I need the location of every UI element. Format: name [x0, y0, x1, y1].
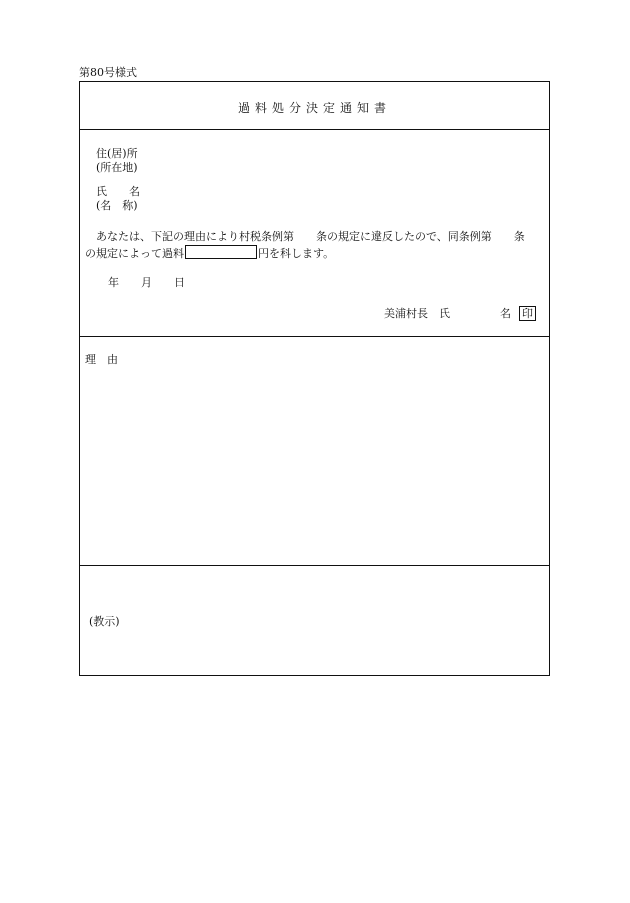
instruction-section — [80, 566, 549, 675]
reason-label: 理 由 — [85, 353, 118, 366]
body-text-line2 — [85, 245, 334, 261]
issuer-title: 美浦村長 氏 — [384, 307, 450, 320]
address-sublabel: (所在地) — [96, 161, 138, 174]
title-section — [80, 82, 549, 130]
body-text-line2-suffix: を科します。 — [269, 247, 335, 260]
document-title: 過料処分決定通知書 — [237, 101, 391, 115]
address-label: 住(居)所 — [96, 147, 138, 160]
fine-amount-box — [185, 245, 257, 259]
recipient-section — [80, 130, 549, 337]
seal-icon: 印 — [519, 306, 536, 321]
seal-mark — [519, 306, 536, 321]
name-label: 氏 名 — [96, 185, 140, 198]
name-sublabel: (名 称) — [96, 199, 138, 212]
date-label: 年 月 日 — [108, 276, 185, 289]
issuer-name-label: 名 — [500, 307, 511, 320]
notice-form — [79, 81, 550, 676]
fine-unit: 円 — [258, 247, 269, 260]
instruction-label: (教示) — [89, 615, 120, 628]
form-number: 第80号様式 — [79, 66, 137, 79]
body-text-line1: あなたは、下記の理由により村税条例第 条の規定に違反したので、同条例第 条 — [96, 230, 525, 243]
reason-section — [80, 337, 549, 566]
body-text-line2-prefix: の規定によって過料 — [85, 247, 184, 260]
